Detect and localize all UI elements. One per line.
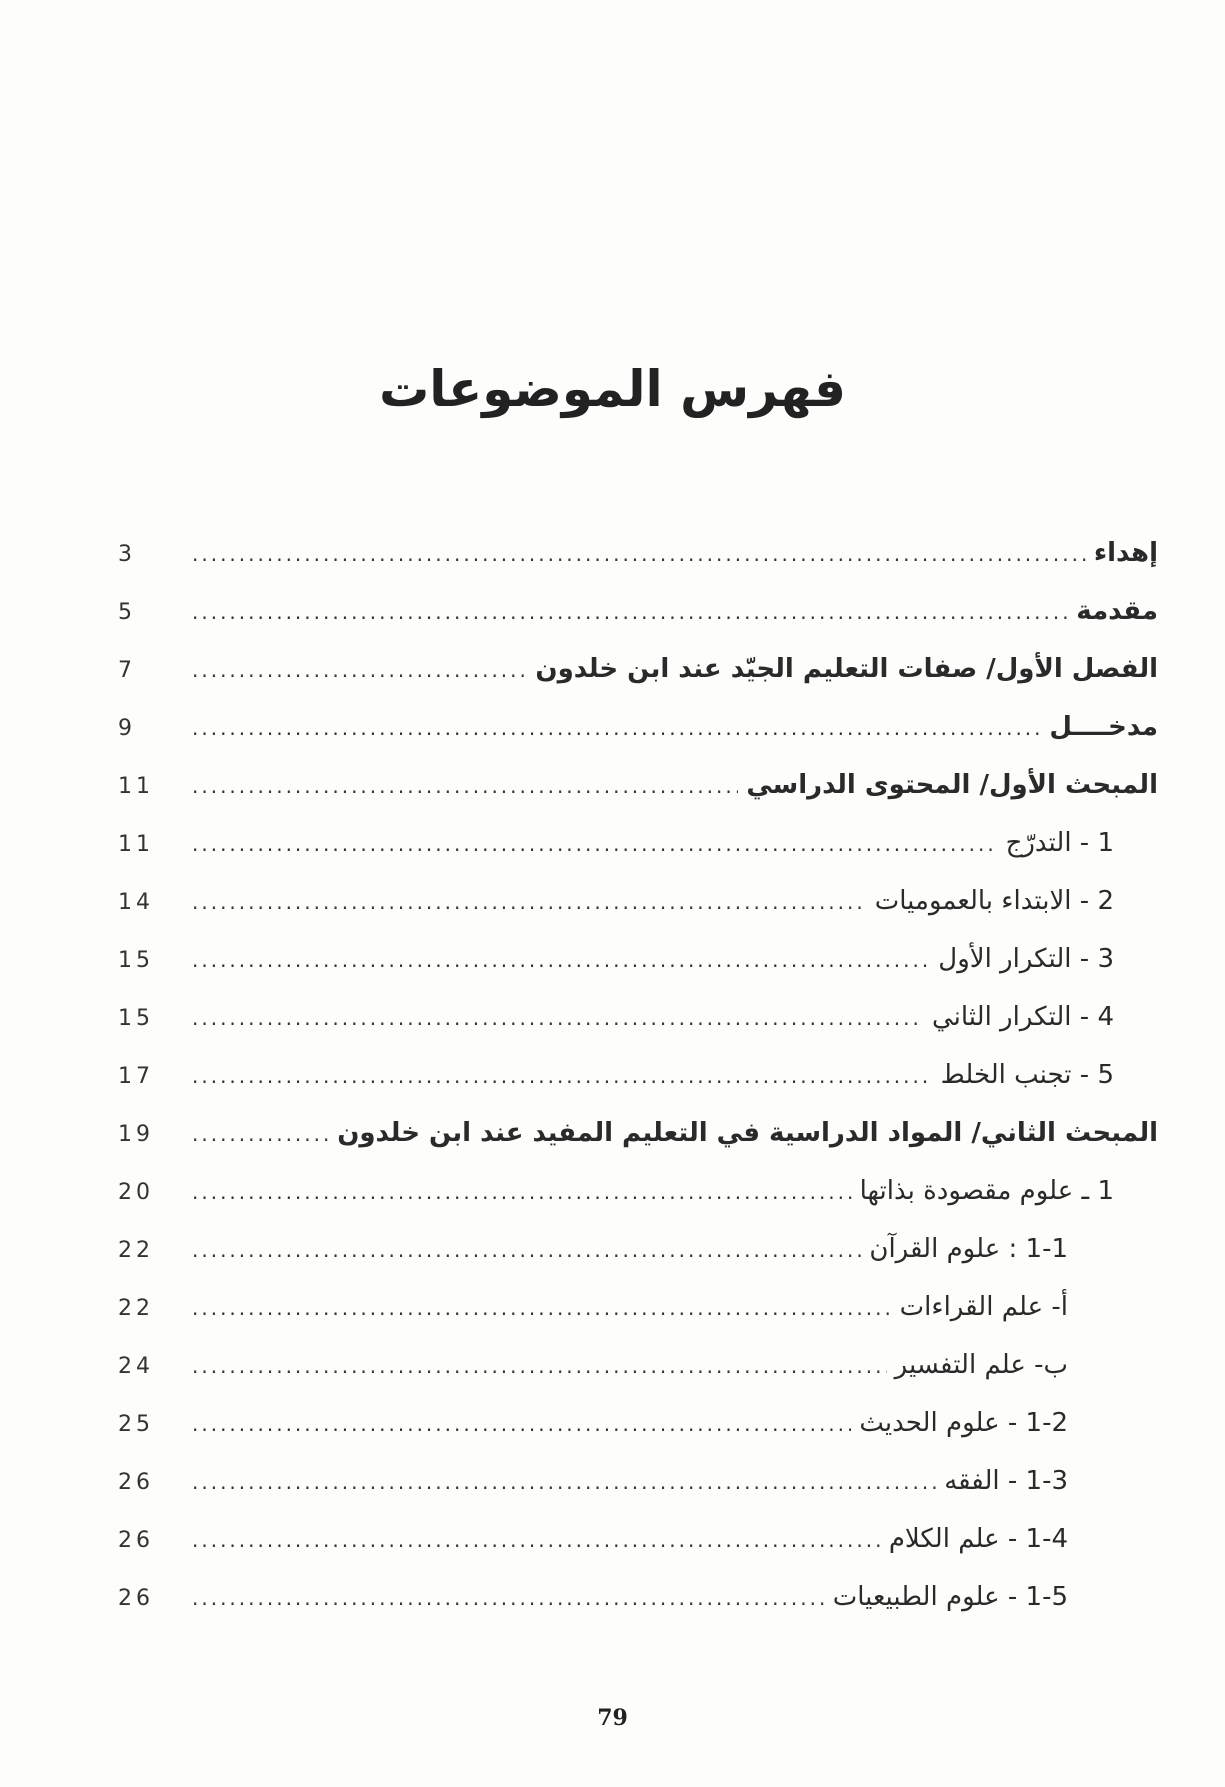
toc-entry: [118, 538, 1158, 596]
toc-entry-title: 1-5 - علوم الطبيعيات: [832, 1582, 1068, 1612]
toc-entry-title: إهداء: [1093, 538, 1158, 568]
toc-entry: [118, 654, 1158, 712]
dot-leader: [192, 1586, 825, 1610]
toc-entry-page: 26: [118, 1528, 154, 1553]
page-title: فهرس الموضوعات: [379, 360, 846, 418]
dot-leader: [192, 1006, 924, 1030]
dot-leader: [192, 1238, 861, 1262]
dot-leader: [192, 1470, 936, 1494]
toc-entry: [118, 1118, 1158, 1176]
table-of-contents: [118, 538, 1158, 1640]
toc-entry-title: 1-3 - الفقه: [944, 1466, 1068, 1496]
toc-entry-page: 22: [118, 1296, 154, 1321]
toc-entry-page: 26: [118, 1470, 154, 1495]
dot-leader: [192, 1528, 881, 1552]
toc-entry-page: 15: [118, 1006, 154, 1031]
toc-entry: [118, 712, 1158, 770]
page-number: 79: [597, 1705, 628, 1731]
toc-entry-title: مدخــــل: [1049, 712, 1158, 742]
toc-entry-page: 11: [118, 832, 154, 857]
toc-entry-title: 2 - الابتداء بالعموميات: [874, 886, 1114, 916]
toc-entry-title: 3 - التكرار الأول: [938, 944, 1114, 974]
toc-entry-page: 7: [118, 658, 136, 683]
toc-entry-page: 25: [118, 1412, 154, 1437]
toc-entry: [118, 1582, 1158, 1640]
toc-entry-title: الفصل الأول/ صفات التعليم الجيّد عند ابن خلدون: [535, 654, 1158, 684]
toc-entry-title: 1 ـ علوم مقصودة بذاتها: [859, 1176, 1114, 1206]
toc-entry: [118, 1292, 1158, 1350]
toc-entry: [118, 770, 1158, 828]
toc-entry-page: 5: [118, 600, 136, 625]
toc-entry-page: 20: [118, 1180, 154, 1205]
dot-leader: [192, 1064, 933, 1088]
toc-entry: [118, 1466, 1158, 1524]
toc-entry-title: أ- علم القراءات: [899, 1292, 1068, 1322]
toc-entry: [118, 828, 1158, 886]
toc-entry-title: 1-4 - علم الكلام: [888, 1524, 1068, 1554]
toc-entry: [118, 1060, 1158, 1118]
dot-leader: [192, 658, 527, 682]
dot-leader: [192, 1354, 887, 1378]
toc-entry-title: المبحث الثاني/ المواد الدراسية في التعليم المفيد عند ابن خلدون: [337, 1118, 1158, 1148]
toc-entry-title: 5 - تجنب الخلط: [940, 1060, 1114, 1090]
dot-leader: [192, 1296, 892, 1320]
toc-entry-page: 24: [118, 1354, 154, 1379]
dot-leader: [192, 890, 867, 914]
toc-entry-page: 19: [118, 1122, 154, 1147]
toc-entry-page: 15: [118, 948, 154, 973]
dot-leader: [192, 832, 998, 856]
dot-leader: [192, 948, 930, 972]
toc-entry: [118, 1350, 1158, 1408]
dot-leader: [192, 1180, 852, 1204]
dot-leader: [192, 716, 1041, 740]
dot-leader: [192, 542, 1086, 566]
toc-entry-title: 1-2 - علوم الحديث: [859, 1408, 1068, 1438]
toc-entry-title: المبحث الأول/ المحتوى الدراسي: [746, 770, 1158, 800]
toc-entry-page: 9: [118, 716, 136, 741]
toc-entry-page: 17: [118, 1064, 154, 1089]
toc-entry: [118, 1176, 1158, 1234]
toc-entry-title: 1-1 : علوم القرآن: [869, 1234, 1068, 1264]
toc-entry-title: مقدمة: [1076, 596, 1158, 626]
toc-entry-title: ب- علم التفسير: [894, 1350, 1068, 1380]
toc-entry: [118, 1002, 1158, 1060]
dot-leader: [192, 600, 1068, 624]
toc-entry-title: 1 - التدرّج: [1005, 828, 1114, 858]
toc-entry-title: 4 - التكرار الثاني: [931, 1002, 1114, 1032]
toc-entry-page: 14: [118, 890, 154, 915]
toc-entry: [118, 596, 1158, 654]
dot-leader: [192, 774, 738, 798]
dot-leader: [192, 1412, 851, 1436]
toc-entry-page: 22: [118, 1238, 154, 1263]
toc-entry-page: 26: [118, 1586, 154, 1611]
dot-leader: [192, 1122, 329, 1146]
toc-entry: [118, 1524, 1158, 1582]
toc-entry: [118, 886, 1158, 944]
toc-entry-page: 11: [118, 774, 154, 799]
toc-entry: [118, 1408, 1158, 1466]
toc-entry: [118, 1234, 1158, 1292]
toc-entry-page: 3: [118, 542, 136, 567]
toc-entry: [118, 944, 1158, 1002]
